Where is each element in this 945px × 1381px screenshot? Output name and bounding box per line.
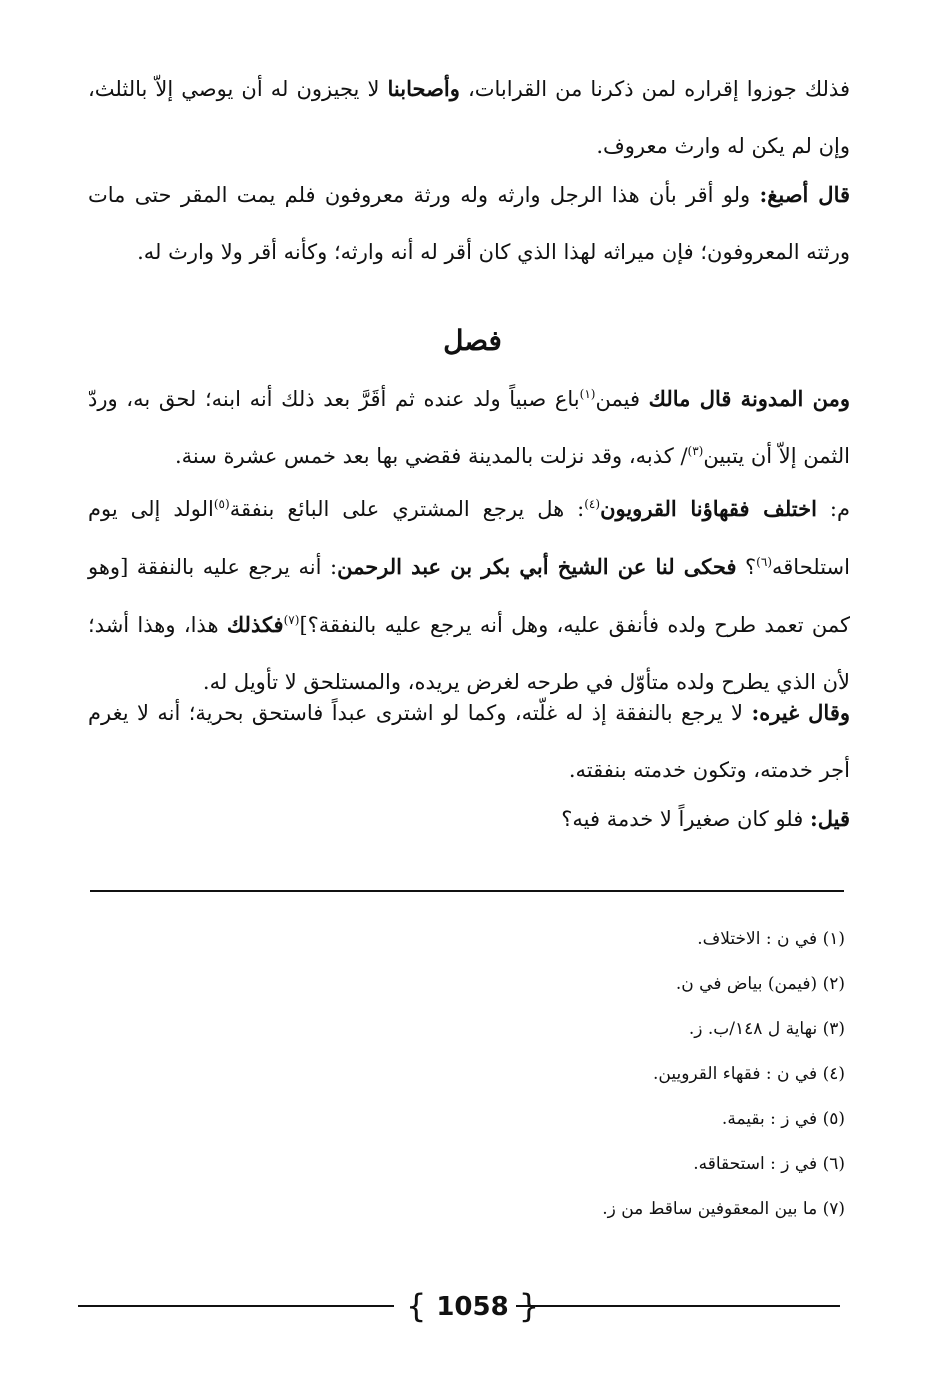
p3-text-2: باع صبياً ولد عنده ثم أقَرَّ بعد ذلك أنه ابنه؛ لحق به، وردّ الثمن إلاّ أن يتبين — [88, 387, 850, 468]
footnote-2: (٢) (فيمن) بياض في ن. — [675, 974, 845, 994]
footnote-5: (٥) في ز : بقيمة. — [721, 1109, 845, 1129]
paragraph-qila — [88, 790, 850, 848]
p4-bold-2: فحكى لنا عن الشيخ أبي بكر بن عبد الرحمن — [337, 554, 737, 579]
p3-text-3: / كذبه، وقد نزلت بالمدينة فقضي بها بعد خمس عشرة سنة. — [174, 444, 688, 468]
page-number: 1058 — [436, 1292, 509, 1322]
paragraph-mudawwana — [88, 370, 850, 485]
p3-text-1: فيمن — [595, 387, 649, 411]
section-heading-text: فصل — [443, 324, 502, 357]
paragraph-asbagh-bold: قال أصبغ: — [759, 182, 851, 207]
footnote-ref-1: (١) — [579, 387, 596, 401]
footnote-6: (٦) في ز : استحقاقه. — [693, 1154, 845, 1174]
footnote-ref-6: (٦) — [756, 555, 772, 569]
p4-text-4: ؟ — [736, 555, 757, 579]
p6-bold: قيل: — [809, 806, 850, 831]
p4-text-2: : هل يرجع المشتري على البائع بنفقة — [229, 497, 585, 521]
p6-text: فلو كان صغيراً لا خدمة فيه؟ — [561, 807, 810, 831]
p5-bold: وقال غيره: — [751, 700, 850, 725]
footnote-3: (٣) نهاية ل ١٤٨/ب. ز. — [688, 1019, 845, 1039]
paragraph-1 — [88, 60, 850, 175]
page-number-box — [0, 1284, 945, 1329]
right-bracket-icon: } — [518, 1287, 540, 1325]
p4-bold-3: فكذلك — [226, 612, 284, 637]
footnote-1: (١) في ن : الاختلاف. — [697, 929, 845, 949]
left-bracket-icon: { — [405, 1287, 427, 1325]
p4-text-1: م: — [816, 497, 850, 521]
footnote-7: (٧) ما بين المعقوفين ساقط من ز. — [602, 1199, 845, 1219]
p4-bold-1: اختلف فقهاؤنا القرويون — [600, 496, 817, 521]
p4-text-3: الولد إلى يوم استلحاقه — [88, 497, 850, 579]
footnote-4: (٤) في ن : فقهاء القرويين. — [653, 1064, 845, 1084]
paragraph-1-rest: لا يجيزون له أن يوصي إلاّ بالثلث، وإن لم يكن له وارث معروف. — [88, 77, 850, 158]
p5-text: لا يرجع بالنفقة إذ له غلّته، وكما لو اشترى عبداً فاستحق بحرية؛ أنه لا يغرم أجر خدمته، وتكون خدمته بنفقته. — [88, 701, 850, 782]
footnote-ref-3: (٣) — [687, 444, 704, 458]
paragraph-1-bold: وأصحابنا — [387, 76, 460, 101]
paragraph-1-text: فذلك جوزوا إقراره لمن ذكرنا من القرابات، — [459, 77, 850, 101]
section-heading — [0, 316, 945, 366]
footnote-ref-4: (٤) — [584, 497, 601, 511]
paragraph-asbagh-text: ولو أقر بأن هذا الرجل وارثه وله ورثة معروفون فلم يمت المقر حتى مات ورثته المعروفون؛ فإن ميراثه لهذا الذي كان أقر له أنه وارثه؛ وكأنه أقر ولا وارث له. — [88, 183, 850, 264]
footnote-ref-7: (٧) — [283, 613, 300, 627]
p4-text-6: هذا، وهذا أشد؛ لأن الذي يطرح ولده متأوّل في طرحه لغرض يريده، والمستلحق لا تأويل له. — [88, 613, 850, 694]
paragraph-ghayruh — [88, 684, 850, 799]
footnote-separator — [90, 890, 844, 892]
p3-bold: ومن المدونة قال مالك — [648, 386, 850, 411]
paragraph-qarawiyyun — [88, 480, 850, 711]
p4-text-5: : أنه يرجع عليه بالنفقة [وهو كمن تعمد طرح ولده فأنفق عليه، وهل أنه يرجع عليه بالنفقة؟] — [88, 555, 851, 637]
paragraph-asbagh — [88, 166, 850, 281]
footnote-ref-5: (٥) — [213, 497, 230, 511]
